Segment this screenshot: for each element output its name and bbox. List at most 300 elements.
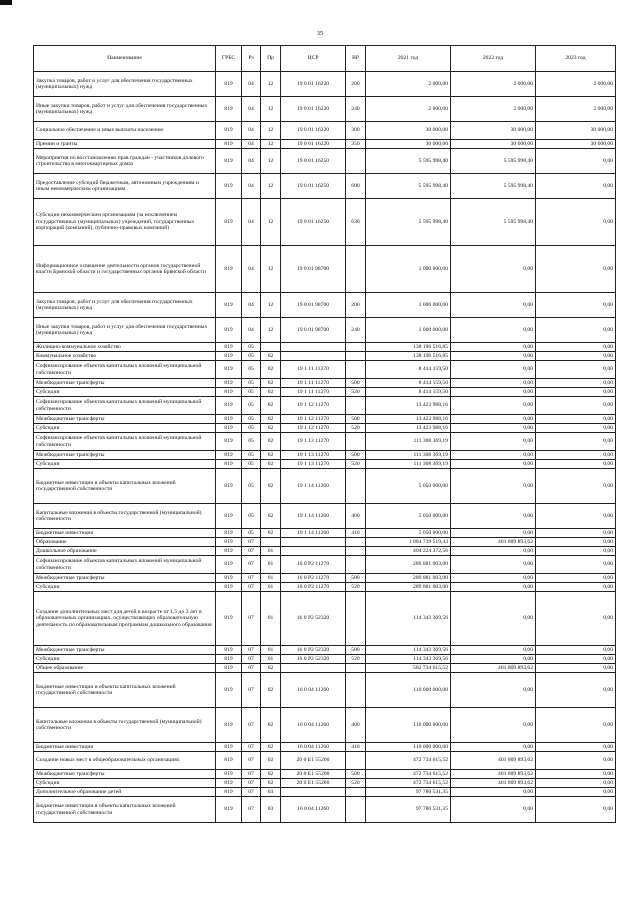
cell-pr: 12	[261, 199, 281, 246]
cell-name: Бюджетные инвестиции	[34, 743, 216, 752]
table-row	[34, 708, 616, 743]
cell-csr: 19 0 01 16220	[281, 122, 346, 140]
cell-csr	[281, 664, 346, 673]
cell-rz: 04	[242, 246, 261, 293]
cell-csr: 19 1 11 11270	[281, 388, 346, 397]
cell-vr: 200	[346, 293, 366, 318]
cell-y2023: 0,00	[536, 770, 616, 779]
cell-rz: 07	[242, 708, 261, 743]
table-row	[34, 415, 616, 424]
cell-vr: 500	[346, 379, 366, 388]
cell-y2022: 401 809 893,62	[451, 752, 536, 770]
cell-pr: 02	[261, 379, 281, 388]
cell-y2021: 8 414 159,50	[366, 361, 451, 379]
cell-y2022: 0,00	[451, 583, 536, 592]
cell-pr: 02	[261, 779, 281, 788]
page-number: 35	[316, 30, 324, 37]
cell-csr: 19 0 01 16250	[281, 174, 346, 199]
cell-name: Капитальные вложения в объекты государственной (муниципальной) собственности	[34, 708, 216, 743]
cell-y2022: 0,00	[451, 556, 536, 574]
cell-name: Социальное обеспечение и иные выплаты населению	[34, 122, 216, 140]
table-row	[34, 174, 616, 199]
cell-y2021: 5 050 000,00	[366, 504, 451, 529]
cell-y2021: 289 881 003,00	[366, 556, 451, 574]
cell-csr: 19 1 13 11270	[281, 433, 346, 451]
cell-y2023: 0,00	[536, 504, 616, 529]
cell-y2022: 0,00	[451, 646, 536, 655]
table-row	[34, 460, 616, 469]
cell-rz: 07	[242, 547, 261, 556]
cell-name: Бюджетные инвестиции в объекты капитальных вложений государственной собственности	[34, 673, 216, 708]
cell-grbs: 819	[216, 797, 242, 823]
cell-grbs: 819	[216, 646, 242, 655]
table-row	[34, 556, 616, 574]
cell-y2023: 30 000,00	[536, 122, 616, 140]
cell-grbs: 819	[216, 469, 242, 504]
cell-y2023: 0,00	[536, 318, 616, 343]
cell-pr: 01	[261, 547, 281, 556]
cell-rz: 07	[242, 752, 261, 770]
cell-vr	[346, 673, 366, 708]
cell-y2021: 8 414 159,50	[366, 388, 451, 397]
cell-name: Межбюджетные трансферты	[34, 770, 216, 779]
cell-y2021: 114 343 369,56	[366, 655, 451, 664]
table-row	[34, 529, 616, 538]
cell-name: Софинансирование объектов капитальных вложений муниципальной собственности	[34, 361, 216, 379]
cell-y2022: 0,00	[451, 343, 536, 352]
cell-grbs: 819	[216, 752, 242, 770]
cell-pr: 02	[261, 469, 281, 504]
table-row	[34, 379, 616, 388]
cell-name: Премии и гранты	[34, 140, 216, 149]
cell-grbs: 819	[216, 556, 242, 574]
table-row	[34, 788, 616, 797]
cell-y2022: 0,00	[451, 379, 536, 388]
table-row	[34, 199, 616, 246]
header-name: Наименование	[34, 46, 216, 72]
header-vr: ВР	[346, 46, 366, 72]
table-row	[34, 779, 616, 788]
cell-vr: 600	[346, 174, 366, 199]
cell-csr: 16 0 P2 52320	[281, 646, 346, 655]
cell-csr: 16 0 04 11260	[281, 743, 346, 752]
table-row	[34, 469, 616, 504]
cell-y2022: 0,00	[451, 708, 536, 743]
cell-y2023: 0,00	[536, 361, 616, 379]
cell-name: Предоставление субсидий бюджетным, автономным учреждениям и иным некоммерческим организациям	[34, 174, 216, 199]
cell-csr	[281, 538, 346, 547]
cell-y2022: 0,00	[451, 547, 536, 556]
cell-name: Межбюджетные трансферты	[34, 379, 216, 388]
cell-vr	[346, 538, 366, 547]
cell-name: Капитальные вложения в объекты государственной (муниципальной) собственности	[34, 504, 216, 529]
cell-pr: 02	[261, 451, 281, 460]
table-row	[34, 547, 616, 556]
cell-csr	[281, 352, 346, 361]
cell-name: Межбюджетные трансферты	[34, 451, 216, 460]
cell-csr: 16 0 P2 52320	[281, 592, 346, 646]
table-row	[34, 538, 616, 547]
cell-vr: 630	[346, 199, 366, 246]
cell-grbs: 819	[216, 149, 242, 174]
cell-vr: 520	[346, 655, 366, 664]
cell-pr: 02	[261, 397, 281, 415]
cell-y2022: 30 000,00	[451, 140, 536, 149]
table-row	[34, 770, 616, 779]
cell-pr: 12	[261, 246, 281, 293]
cell-rz: 05	[242, 451, 261, 460]
cell-y2023: 0,00	[536, 379, 616, 388]
cell-y2021: 8 414 159,50	[366, 379, 451, 388]
cell-csr: 16 0 04 11260	[281, 797, 346, 823]
cell-rz: 05	[242, 343, 261, 352]
cell-rz: 07	[242, 770, 261, 779]
cell-y2023: 0,00	[536, 592, 616, 646]
cell-grbs: 819	[216, 140, 242, 149]
table-row	[34, 433, 616, 451]
header-2021: 2021 год	[366, 46, 451, 72]
cell-rz: 04	[242, 97, 261, 122]
cell-rz: 05	[242, 361, 261, 379]
cell-y2021: 30 000,00	[366, 140, 451, 149]
cell-pr: 02	[261, 361, 281, 379]
cell-y2021: 5 595 998,40	[366, 174, 451, 199]
cell-name: Субсидии	[34, 779, 216, 788]
cell-name: Мероприятия по восстановлению прав граждан - участников долевого строительства в многоквартирных домах	[34, 149, 216, 174]
cell-y2022: 2 000,00	[451, 72, 536, 97]
cell-y2021: 5 050 000,00	[366, 529, 451, 538]
cell-rz: 07	[242, 574, 261, 583]
cell-y2023: 0,00	[536, 574, 616, 583]
cell-y2021: 13 423 988,16	[366, 424, 451, 433]
cell-name: Субсидии	[34, 388, 216, 397]
cell-y2021: 97 780 531,35	[366, 788, 451, 797]
cell-y2022: 0,00	[451, 352, 536, 361]
cell-y2022: 0,00	[451, 469, 536, 504]
cell-grbs: 819	[216, 583, 242, 592]
cell-rz: 05	[242, 529, 261, 538]
table-row	[34, 574, 616, 583]
budget-table	[33, 45, 616, 823]
cell-y2022: 401 809 893,62	[451, 664, 536, 673]
cell-y2022: 0,00	[451, 397, 536, 415]
cell-rz: 05	[242, 388, 261, 397]
cell-y2023: 0,00	[536, 174, 616, 199]
cell-rz: 05	[242, 415, 261, 424]
cell-y2023: 0,00	[536, 743, 616, 752]
cell-grbs: 819	[216, 743, 242, 752]
cell-y2023: 0,00	[536, 538, 616, 547]
cell-grbs: 819	[216, 460, 242, 469]
cell-grbs: 819	[216, 293, 242, 318]
cell-grbs: 819	[216, 415, 242, 424]
cell-pr: 01	[261, 556, 281, 574]
cell-vr: 520	[346, 779, 366, 788]
cell-csr: 20 0 E1 55200	[281, 752, 346, 770]
cell-csr: 19 1 14 11260	[281, 469, 346, 504]
cell-pr	[261, 343, 281, 352]
cell-csr: 16 0 04 11260	[281, 708, 346, 743]
cell-vr	[346, 352, 366, 361]
cell-rz: 05	[242, 379, 261, 388]
cell-rz: 05	[242, 460, 261, 469]
cell-pr: 01	[261, 583, 281, 592]
cell-csr: 19 1 12 11270	[281, 415, 346, 424]
table-row	[34, 397, 616, 415]
cell-y2022: 0,00	[451, 460, 536, 469]
cell-y2021: 110 000 000,00	[366, 743, 451, 752]
cell-csr: 19 1 12 11270	[281, 424, 346, 433]
cell-grbs: 819	[216, 664, 242, 673]
cell-y2023: 0,00	[536, 460, 616, 469]
cell-name: Создание дополнительных мест для детей в возрасте от 1,5 до 3 лет в образовательных организациях, осуществляющих образовательную деятельность по образовательным программам дошкольного образования	[34, 592, 216, 646]
cell-rz: 05	[242, 424, 261, 433]
table-row	[34, 673, 616, 708]
cell-name: Иные закупки товаров, работ и услуг для обеспечения государственных (муниципальных) нужд	[34, 97, 216, 122]
cell-y2023: 0,00	[536, 293, 616, 318]
cell-csr: 19 0 01 16250	[281, 149, 346, 174]
cell-y2021: 110 000 000,00	[366, 673, 451, 708]
table-row	[34, 97, 616, 122]
cell-vr: 240	[346, 97, 366, 122]
cell-csr: 19 1 12 11270	[281, 397, 346, 415]
cell-pr: 02	[261, 664, 281, 673]
table-row	[34, 72, 616, 97]
cell-y2021: 110 000 000,00	[366, 708, 451, 743]
table-row	[34, 343, 616, 352]
cell-pr: 01	[261, 574, 281, 583]
cell-grbs: 819	[216, 388, 242, 397]
cell-y2023: 0,00	[536, 547, 616, 556]
cell-csr: 16 0 04 11260	[281, 673, 346, 708]
cell-vr	[346, 469, 366, 504]
cell-y2022: 0,00	[451, 655, 536, 664]
cell-pr: 12	[261, 318, 281, 343]
cell-pr: 02	[261, 352, 281, 361]
cell-y2021: 138 196 516,85	[366, 352, 451, 361]
cell-name: Субсидии	[34, 460, 216, 469]
cell-pr: 02	[261, 388, 281, 397]
table-row	[34, 122, 616, 140]
cell-y2023: 0,00	[536, 788, 616, 797]
cell-vr	[346, 433, 366, 451]
cell-y2021: 13 423 988,16	[366, 415, 451, 424]
cell-y2023: 0,00	[536, 529, 616, 538]
cell-pr: 02	[261, 708, 281, 743]
cell-vr	[346, 361, 366, 379]
cell-y2021: 1 000 000,00	[366, 246, 451, 293]
cell-y2021: 404 224 372,56	[366, 547, 451, 556]
table-row	[34, 424, 616, 433]
cell-pr: 02	[261, 415, 281, 424]
cell-rz: 05	[242, 504, 261, 529]
cell-vr	[346, 343, 366, 352]
cell-y2021: 2 000,00	[366, 72, 451, 97]
cell-rz: 07	[242, 779, 261, 788]
cell-grbs: 819	[216, 451, 242, 460]
cell-vr: 410	[346, 743, 366, 752]
cell-y2022: 0,00	[451, 592, 536, 646]
cell-vr	[346, 547, 366, 556]
cell-vr: 350	[346, 140, 366, 149]
cell-csr: 19 1 11 11270	[281, 379, 346, 388]
cell-y2022: 0,00	[451, 797, 536, 823]
cell-vr	[346, 797, 366, 823]
cell-rz: 07	[242, 797, 261, 823]
cell-pr: 12	[261, 293, 281, 318]
cell-name: Жилищно-коммунальное хозяйство	[34, 343, 216, 352]
cell-vr	[346, 592, 366, 646]
cell-rz: 07	[242, 583, 261, 592]
cell-pr: 03	[261, 797, 281, 823]
cell-csr	[281, 788, 346, 797]
cell-rz: 05	[242, 469, 261, 504]
cell-csr: 19 1 13 11270	[281, 460, 346, 469]
cell-y2022: 0,00	[451, 529, 536, 538]
header-pr: Пр	[261, 46, 281, 72]
table-row	[34, 664, 616, 673]
cell-csr: 16 0 P2 11270	[281, 556, 346, 574]
cell-name: Субсидии	[34, 424, 216, 433]
cell-vr	[346, 556, 366, 574]
table-row	[34, 504, 616, 529]
cell-y2023: 0,00	[536, 343, 616, 352]
cell-rz: 07	[242, 592, 261, 646]
cell-y2022: 0,00	[451, 424, 536, 433]
cell-pr: 12	[261, 149, 281, 174]
cell-y2022: 0,00	[451, 788, 536, 797]
cell-y2021: 472 734 615,52	[366, 752, 451, 770]
cell-y2022: 0,00	[451, 433, 536, 451]
cell-csr: 16 0 P2 11270	[281, 583, 346, 592]
cell-grbs: 819	[216, 379, 242, 388]
cell-pr: 12	[261, 97, 281, 122]
cell-grbs: 819	[216, 574, 242, 583]
cell-rz: 04	[242, 318, 261, 343]
cell-rz: 07	[242, 788, 261, 797]
cell-vr	[346, 752, 366, 770]
cell-y2023: 0,00	[536, 646, 616, 655]
cell-name: Дополнительное образование детей	[34, 788, 216, 797]
cell-y2023: 30 000,00	[536, 140, 616, 149]
cell-rz: 04	[242, 140, 261, 149]
cell-csr: 19 0 01 98700	[281, 318, 346, 343]
cell-rz: 07	[242, 655, 261, 664]
cell-y2023: 0,00	[536, 149, 616, 174]
cell-name: Субсидии некоммерческим организациям (за исключением государственных (муниципальных) учреждений, государственных корпораций (компаний), публично-правовых компаний)	[34, 199, 216, 246]
cell-grbs: 819	[216, 547, 242, 556]
cell-pr: 02	[261, 424, 281, 433]
cell-y2022: 0,00	[451, 504, 536, 529]
cell-grbs: 819	[216, 361, 242, 379]
cell-y2023: 0,00	[536, 246, 616, 293]
cell-name: Дошкольное образование	[34, 547, 216, 556]
cell-y2023: 0,00	[536, 655, 616, 664]
cell-y2022: 0,00	[451, 415, 536, 424]
cell-y2023: 0,00	[536, 424, 616, 433]
cell-y2021: 97 780 531,35	[366, 797, 451, 823]
cell-y2023: 0,00	[536, 397, 616, 415]
cell-y2021: 5 595 998,40	[366, 199, 451, 246]
cell-pr: 01	[261, 655, 281, 664]
cell-name: Коммунальное хозяйство	[34, 352, 216, 361]
cell-y2023: 0,00	[536, 199, 616, 246]
cell-y2021: 5 595 998,40	[366, 149, 451, 174]
cell-y2022: 0,00	[451, 743, 536, 752]
cell-y2022: 30 000,00	[451, 122, 536, 140]
cell-y2023: 0,00	[536, 708, 616, 743]
cell-y2021: 1 084 739 519,43	[366, 538, 451, 547]
cell-grbs: 819	[216, 708, 242, 743]
cell-pr: 12	[261, 72, 281, 97]
table-row	[34, 361, 616, 379]
cell-grbs: 819	[216, 770, 242, 779]
cell-y2023: 2 000,00	[536, 72, 616, 97]
cell-y2021: 5 050 000,00	[366, 469, 451, 504]
cell-y2023: 0,00	[536, 752, 616, 770]
cell-rz: 04	[242, 149, 261, 174]
cell-name: Межбюджетные трансферты	[34, 415, 216, 424]
cell-rz: 04	[242, 199, 261, 246]
cell-rz: 07	[242, 664, 261, 673]
table-row	[34, 388, 616, 397]
cell-pr: 02	[261, 673, 281, 708]
cell-grbs: 819	[216, 788, 242, 797]
cell-y2023: 0,00	[536, 469, 616, 504]
cell-grbs: 819	[216, 343, 242, 352]
cell-y2021: 111 308 369,19	[366, 451, 451, 460]
cell-pr: 02	[261, 529, 281, 538]
cell-y2022: 401 809 893,62	[451, 538, 536, 547]
cell-y2021: 2 000,00	[366, 97, 451, 122]
cell-y2021: 1 000 000,00	[366, 293, 451, 318]
table-row	[34, 318, 616, 343]
cell-csr: 19 1 11 11270	[281, 361, 346, 379]
cell-grbs: 819	[216, 72, 242, 97]
cell-y2023: 0,00	[536, 451, 616, 460]
cell-name: Бюджетные инвестиции в объекты капитальных вложений государственной собственности	[34, 797, 216, 823]
cell-y2021: 1 000 000,00	[366, 318, 451, 343]
table-row	[34, 149, 616, 174]
cell-vr: 520	[346, 388, 366, 397]
scan-edge-mark	[0, 0, 12, 5]
table-row	[34, 246, 616, 293]
cell-rz: 07	[242, 538, 261, 547]
cell-grbs: 819	[216, 352, 242, 361]
cell-y2022: 2 000,00	[451, 97, 536, 122]
cell-vr	[346, 397, 366, 415]
cell-rz: 07	[242, 673, 261, 708]
cell-y2023: 0,00	[536, 779, 616, 788]
cell-vr: 500	[346, 451, 366, 460]
table-row	[34, 592, 616, 646]
table-row	[34, 655, 616, 664]
cell-vr: 240	[346, 318, 366, 343]
cell-pr: 12	[261, 174, 281, 199]
cell-y2022: 0,00	[451, 673, 536, 708]
table-row	[34, 583, 616, 592]
table-row	[34, 352, 616, 361]
cell-grbs: 819	[216, 529, 242, 538]
cell-pr: 12	[261, 140, 281, 149]
cell-rz: 04	[242, 72, 261, 97]
cell-vr: 500	[346, 770, 366, 779]
cell-vr: 300	[346, 122, 366, 140]
cell-grbs: 819	[216, 504, 242, 529]
cell-y2023: 0,00	[536, 583, 616, 592]
table-row	[34, 743, 616, 752]
table-header	[34, 46, 616, 72]
